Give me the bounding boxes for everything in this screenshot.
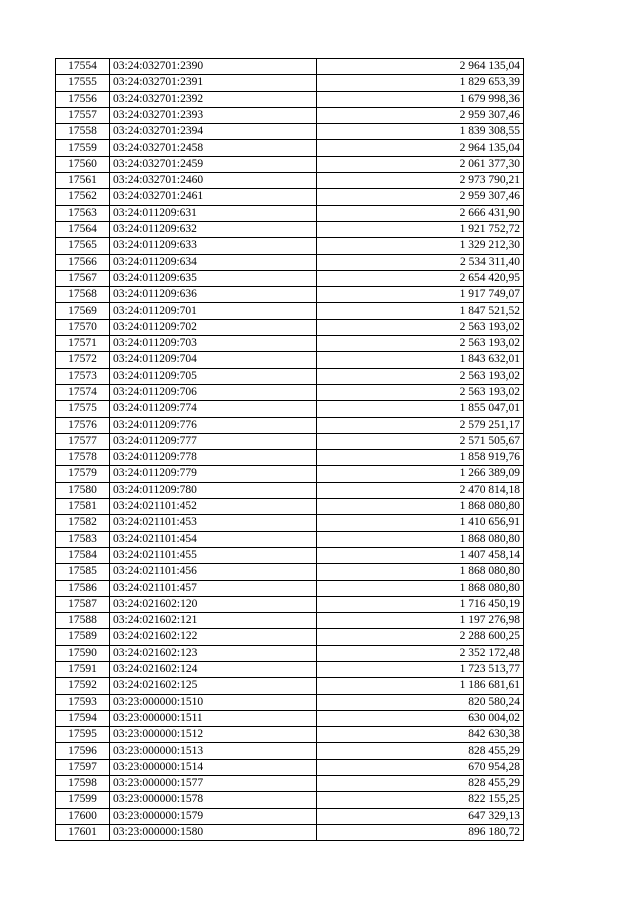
cadastral-number-cell: 03:24:032701:2459: [110, 156, 317, 172]
cadastral-value-cell: 1 847 521,52: [317, 303, 524, 319]
cadastral-value-cell: 1 186 681,61: [317, 678, 524, 694]
row-number-cell: 17575: [56, 401, 110, 417]
row-number-cell: 17579: [56, 466, 110, 482]
table-row: [56, 189, 524, 205]
table-row: [56, 417, 524, 433]
cadastral-value-cell: 1 410 656,91: [317, 515, 524, 531]
cadastral-number-cell: 03:24:021101:454: [110, 531, 317, 547]
table-row: [56, 238, 524, 254]
cadastral-number-cell: 03:24:021101:456: [110, 564, 317, 580]
cadastral-value-cell: 2 959 307,46: [317, 189, 524, 205]
table-row: [56, 59, 524, 75]
row-number-cell: 17570: [56, 319, 110, 335]
cadastral-number-cell: 03:23:000000:1577: [110, 776, 317, 792]
cadastral-value-cell: 1 839 308,55: [317, 124, 524, 140]
cadastral-value-cell: 2 470 814,18: [317, 482, 524, 498]
cadastral-value-cell: 2 288 600,25: [317, 629, 524, 645]
table-row: [56, 270, 524, 286]
row-number-cell: 17558: [56, 124, 110, 140]
row-number-cell: 17580: [56, 482, 110, 498]
cadastral-number-cell: 03:24:011209:703: [110, 336, 317, 352]
row-number-cell: 17589: [56, 629, 110, 645]
row-number-cell: 17581: [56, 499, 110, 515]
table-row: [56, 710, 524, 726]
table-row: [56, 678, 524, 694]
table-row: [56, 482, 524, 498]
row-number-cell: 17564: [56, 221, 110, 237]
cadastral-number-cell: 03:24:011209:778: [110, 450, 317, 466]
cadastral-value-cell: 1 843 632,01: [317, 352, 524, 368]
cadastral-value-cell: 2 571 505,67: [317, 433, 524, 449]
cadastral-number-cell: 03:24:011209:634: [110, 254, 317, 270]
row-number-cell: 17554: [56, 59, 110, 75]
cadastral-value-cell: 896 180,72: [317, 824, 524, 840]
cadastral-number-cell: 03:24:032701:2393: [110, 107, 317, 123]
row-number-cell: 17577: [56, 433, 110, 449]
cadastral-value-cell: 828 455,29: [317, 743, 524, 759]
table-row: [56, 515, 524, 531]
cadastral-value-cell: 820 580,24: [317, 694, 524, 710]
row-number-cell: 17567: [56, 270, 110, 286]
row-number-cell: 17588: [56, 613, 110, 629]
table-row: [56, 124, 524, 140]
table-row: [56, 205, 524, 221]
cadastral-number-cell: 03:23:000000:1511: [110, 710, 317, 726]
cadastral-value-cell: 630 004,02: [317, 710, 524, 726]
cadastral-number-cell: 03:24:021602:122: [110, 629, 317, 645]
cadastral-number-cell: 03:24:011209:706: [110, 384, 317, 400]
cadastral-value-cell: 1 868 080,80: [317, 564, 524, 580]
cadastral-number-cell: 03:24:021602:121: [110, 613, 317, 629]
cadastral-number-cell: 03:23:000000:1514: [110, 759, 317, 775]
cadastral-value-cell: 822 155,25: [317, 792, 524, 808]
cadastral-number-cell: 03:24:032701:2458: [110, 140, 317, 156]
table-row: [56, 287, 524, 303]
table-row: [56, 221, 524, 237]
cadastral-value-cell: 2 563 193,02: [317, 319, 524, 335]
cadastral-number-cell: 03:24:011209:704: [110, 352, 317, 368]
row-number-cell: 17557: [56, 107, 110, 123]
table-body: [56, 59, 524, 841]
table-row: [56, 547, 524, 563]
cadastral-number-cell: 03:24:032701:2461: [110, 189, 317, 205]
cadastral-number-cell: 03:24:011209:702: [110, 319, 317, 335]
cadastral-number-cell: 03:24:011209:779: [110, 466, 317, 482]
table-row: [56, 466, 524, 482]
cadastral-number-cell: 03:24:011209:633: [110, 238, 317, 254]
row-number-cell: 17601: [56, 824, 110, 840]
table-row: [56, 254, 524, 270]
cadastral-value-cell: 2 964 135,04: [317, 59, 524, 75]
table-row: [56, 564, 524, 580]
row-number-cell: 17584: [56, 547, 110, 563]
cadastral-value-cell: 2 061 377,30: [317, 156, 524, 172]
row-number-cell: 17566: [56, 254, 110, 270]
table-row: [56, 107, 524, 123]
cadastral-value-cell: 2 666 431,90: [317, 205, 524, 221]
table-row: [56, 450, 524, 466]
table-row: [56, 645, 524, 661]
cadastral-number-cell: 03:24:032701:2390: [110, 59, 317, 75]
cadastral-value-cell: 1 723 513,77: [317, 661, 524, 677]
row-number-cell: 17585: [56, 564, 110, 580]
cadastral-value-table: [55, 58, 524, 841]
cadastral-number-cell: 03:24:032701:2460: [110, 173, 317, 189]
table-row: [56, 319, 524, 335]
cadastral-value-cell: 1 679 998,36: [317, 91, 524, 107]
cadastral-value-cell: 842 630,38: [317, 727, 524, 743]
table-row: [56, 140, 524, 156]
cadastral-value-cell: 1 868 080,80: [317, 580, 524, 596]
row-number-cell: 17572: [56, 352, 110, 368]
cadastral-number-cell: 03:24:021101:452: [110, 499, 317, 515]
table-row: [56, 776, 524, 792]
row-number-cell: 17560: [56, 156, 110, 172]
row-number-cell: 17565: [56, 238, 110, 254]
row-number-cell: 17597: [56, 759, 110, 775]
cadastral-value-cell: 2 973 790,21: [317, 173, 524, 189]
cadastral-number-cell: 03:24:021602:125: [110, 678, 317, 694]
row-number-cell: 17582: [56, 515, 110, 531]
table-row: [56, 499, 524, 515]
cadastral-number-cell: 03:24:011209:774: [110, 401, 317, 417]
row-number-cell: 17569: [56, 303, 110, 319]
cadastral-value-cell: 670 954,28: [317, 759, 524, 775]
cadastral-number-cell: 03:23:000000:1510: [110, 694, 317, 710]
row-number-cell: 17578: [56, 450, 110, 466]
cadastral-value-cell: 2 959 307,46: [317, 107, 524, 123]
cadastral-value-cell: 2 563 193,02: [317, 384, 524, 400]
cadastral-value-cell: 1 858 919,76: [317, 450, 524, 466]
cadastral-number-cell: 03:24:011209:632: [110, 221, 317, 237]
row-number-cell: 17600: [56, 808, 110, 824]
cadastral-value-cell: 1 716 450,19: [317, 596, 524, 612]
cadastral-number-cell: 03:24:021101:455: [110, 547, 317, 563]
table-row: [56, 824, 524, 840]
table-row: [56, 433, 524, 449]
table-row: [56, 173, 524, 189]
row-number-cell: 17561: [56, 173, 110, 189]
cadastral-number-cell: 03:24:011209:635: [110, 270, 317, 286]
cadastral-number-cell: 03:23:000000:1513: [110, 743, 317, 759]
cadastral-number-cell: 03:23:000000:1578: [110, 792, 317, 808]
row-number-cell: 17559: [56, 140, 110, 156]
row-number-cell: 17583: [56, 531, 110, 547]
cadastral-number-cell: 03:24:011209:780: [110, 482, 317, 498]
table-row: [56, 336, 524, 352]
cadastral-value-cell: 1 868 080,80: [317, 531, 524, 547]
cadastral-value-cell: 1 407 458,14: [317, 547, 524, 563]
cadastral-number-cell: 03:24:011209:636: [110, 287, 317, 303]
row-number-cell: 17592: [56, 678, 110, 694]
cadastral-value-cell: 1 829 653,39: [317, 75, 524, 91]
row-number-cell: 17571: [56, 336, 110, 352]
row-number-cell: 17599: [56, 792, 110, 808]
cadastral-value-cell: 2 654 420,95: [317, 270, 524, 286]
row-number-cell: 17573: [56, 368, 110, 384]
table-row: [56, 352, 524, 368]
cadastral-value-cell: 2 534 311,40: [317, 254, 524, 270]
table-row: [56, 75, 524, 91]
table-row: [56, 727, 524, 743]
cadastral-number-cell: 03:23:000000:1512: [110, 727, 317, 743]
cadastral-number-cell: 03:24:011209:777: [110, 433, 317, 449]
table-row: [56, 629, 524, 645]
row-number-cell: 17586: [56, 580, 110, 596]
table-row: [56, 531, 524, 547]
table-row: [56, 384, 524, 400]
table-row: [56, 156, 524, 172]
cadastral-value-cell: 2 352 172,48: [317, 645, 524, 661]
row-number-cell: 17596: [56, 743, 110, 759]
cadastral-value-cell: 828 455,29: [317, 776, 524, 792]
cadastral-number-cell: 03:24:011209:705: [110, 368, 317, 384]
cadastral-number-cell: 03:24:021101:457: [110, 580, 317, 596]
cadastral-value-cell: 1 329 212,30: [317, 238, 524, 254]
row-number-cell: 17556: [56, 91, 110, 107]
row-number-cell: 17576: [56, 417, 110, 433]
cadastral-number-cell: 03:23:000000:1580: [110, 824, 317, 840]
cadastral-number-cell: 03:24:032701:2391: [110, 75, 317, 91]
row-number-cell: 17574: [56, 384, 110, 400]
cadastral-number-cell: 03:23:000000:1579: [110, 808, 317, 824]
cadastral-number-cell: 03:24:032701:2394: [110, 124, 317, 140]
row-number-cell: 17555: [56, 75, 110, 91]
row-number-cell: 17595: [56, 727, 110, 743]
table-row: [56, 368, 524, 384]
cadastral-number-cell: 03:24:021602:123: [110, 645, 317, 661]
table-row: [56, 661, 524, 677]
cadastral-value-cell: 2 964 135,04: [317, 140, 524, 156]
cadastral-value-cell: 1 921 752,72: [317, 221, 524, 237]
cadastral-value-cell: 1 917 749,07: [317, 287, 524, 303]
cadastral-value-cell: 1 197 276,98: [317, 613, 524, 629]
table-row: [56, 401, 524, 417]
table-row: [56, 759, 524, 775]
row-number-cell: 17590: [56, 645, 110, 661]
cadastral-value-cell: 1 855 047,01: [317, 401, 524, 417]
cadastral-number-cell: 03:24:011209:701: [110, 303, 317, 319]
table-row: [56, 808, 524, 824]
row-number-cell: 17563: [56, 205, 110, 221]
table-row: [56, 91, 524, 107]
cadastral-number-cell: 03:24:011209:631: [110, 205, 317, 221]
row-number-cell: 17591: [56, 661, 110, 677]
cadastral-value-cell: 2 579 251,17: [317, 417, 524, 433]
row-number-cell: 17568: [56, 287, 110, 303]
cadastral-value-cell: 1 266 389,09: [317, 466, 524, 482]
cadastral-number-cell: 03:24:021602:124: [110, 661, 317, 677]
table-row: [56, 613, 524, 629]
cadastral-value-cell: 1 868 080,80: [317, 499, 524, 515]
cadastral-value-cell: 2 563 193,02: [317, 368, 524, 384]
row-number-cell: 17562: [56, 189, 110, 205]
row-number-cell: 17587: [56, 596, 110, 612]
row-number-cell: 17598: [56, 776, 110, 792]
row-number-cell: 17593: [56, 694, 110, 710]
cadastral-number-cell: 03:24:032701:2392: [110, 91, 317, 107]
table-row: [56, 792, 524, 808]
table-row: [56, 596, 524, 612]
cadastral-value-cell: 2 563 193,02: [317, 336, 524, 352]
cadastral-number-cell: 03:24:021602:120: [110, 596, 317, 612]
row-number-cell: 17594: [56, 710, 110, 726]
table-row: [56, 303, 524, 319]
table-row: [56, 580, 524, 596]
table-row: [56, 743, 524, 759]
table-row: [56, 694, 524, 710]
cadastral-number-cell: 03:24:021101:453: [110, 515, 317, 531]
cadastral-number-cell: 03:24:011209:776: [110, 417, 317, 433]
cadastral-value-cell: 647 329,13: [317, 808, 524, 824]
